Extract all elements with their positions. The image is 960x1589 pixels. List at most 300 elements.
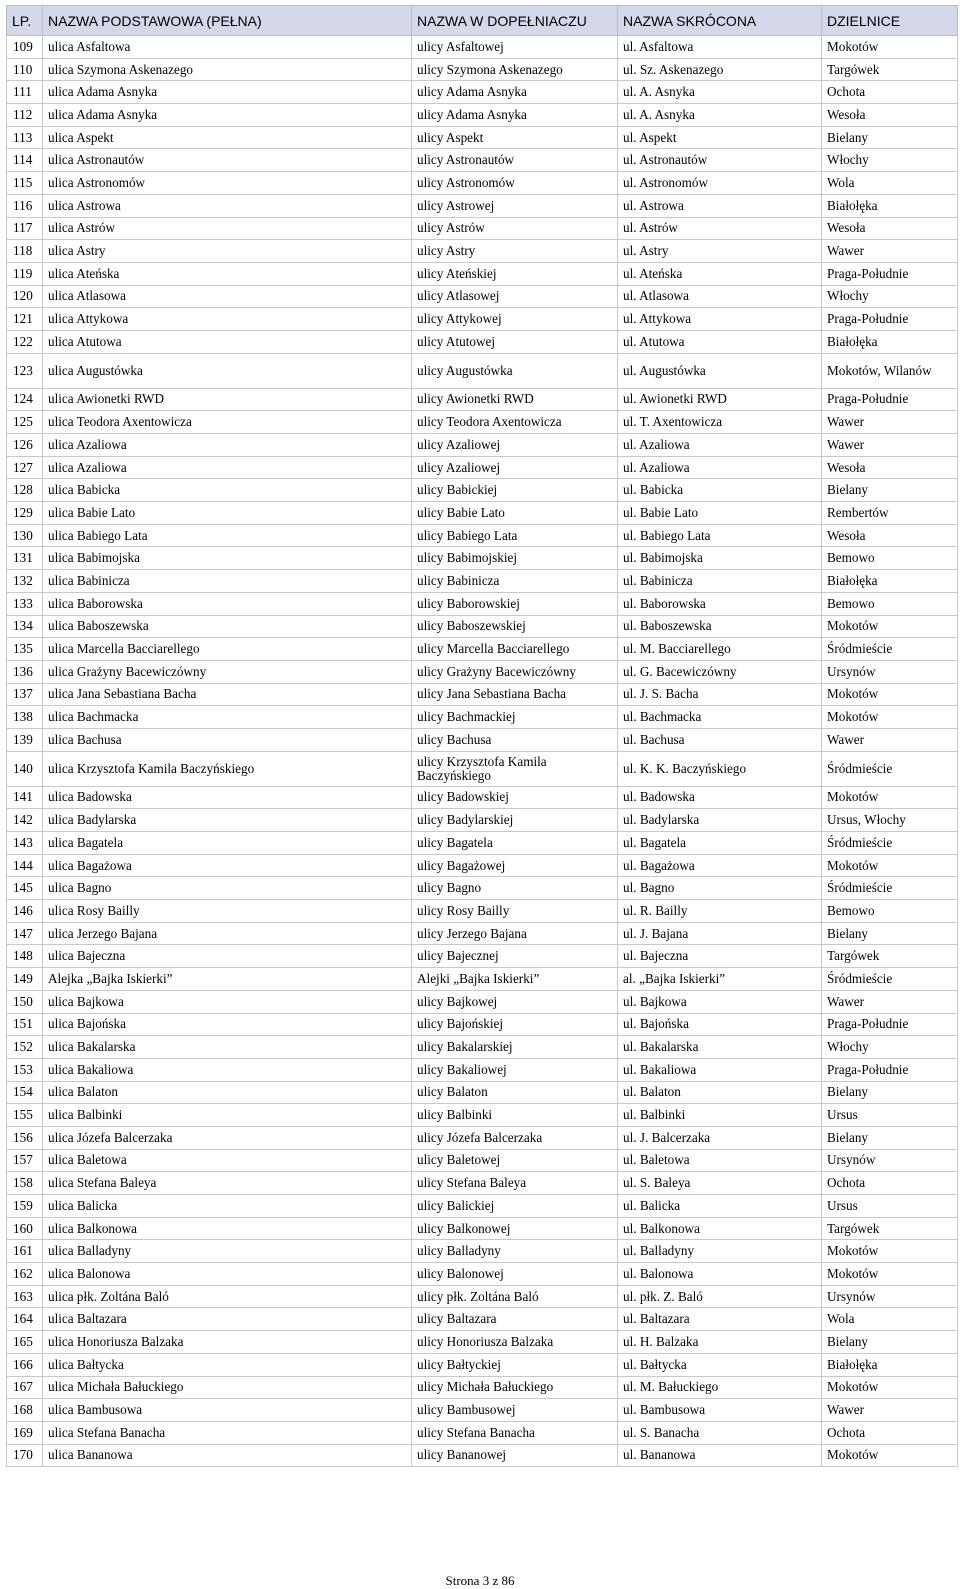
row-districts-cell: Bielany <box>822 126 958 149</box>
row-full-name-cell: ulica Bananowa <box>43 1444 412 1467</box>
row-districts-cell: Wola <box>822 172 958 195</box>
table-row <box>7 126 958 149</box>
row-short-name-cell: ul. Bakaliowa <box>618 1058 822 1081</box>
row-full-name-cell: ulica Józefa Balcerzaka <box>43 1126 412 1149</box>
row-full-name-cell: ulica Babicka <box>43 479 412 502</box>
row-lp-cell: 140 <box>7 751 43 786</box>
table-row <box>7 149 958 172</box>
row-genitive-name-cell: ulicy Ateńskiej <box>412 262 618 285</box>
row-short-name-cell: ul. Badylarska <box>618 809 822 832</box>
table-row <box>7 240 958 263</box>
row-short-name-cell: ul. S. Baleya <box>618 1172 822 1195</box>
table-header <box>7 6 958 36</box>
row-short-name-cell: ul. Bagażowa <box>618 854 822 877</box>
row-districts-cell: Mokotów <box>822 683 958 706</box>
row-districts-cell: Śródmieście <box>822 638 958 661</box>
row-full-name-cell: ulica Ateńska <box>43 262 412 285</box>
row-districts-cell: Bielany <box>822 1126 958 1149</box>
table-row <box>7 751 958 786</box>
row-districts-cell: Wesoła <box>822 104 958 127</box>
row-full-name-cell: ulica Balonowa <box>43 1263 412 1286</box>
table-row <box>7 1353 958 1376</box>
row-full-name-cell: ulica Baboszewska <box>43 615 412 638</box>
table-row <box>7 592 958 615</box>
row-genitive-name-cell: ulicy Bagno <box>412 877 618 900</box>
row-short-name-cell: ul. Baborowska <box>618 592 822 615</box>
row-genitive-name-cell: ulicy Teodora Axentowicza <box>412 411 618 434</box>
row-short-name-cell: ul. Baletowa <box>618 1149 822 1172</box>
row-genitive-name-cell: ulicy Jerzego Bajana <box>412 922 618 945</box>
row-lp-cell: 139 <box>7 728 43 751</box>
row-lp-cell: 114 <box>7 149 43 172</box>
row-genitive-name-cell: ulicy Babiego Lata <box>412 524 618 547</box>
row-short-name-cell: ul. Babinicza <box>618 570 822 593</box>
row-short-name-cell: ul. Bagatela <box>618 832 822 855</box>
row-full-name-cell: Alejka „Bajka Iskierki” <box>43 968 412 991</box>
row-districts-cell: Wesoła <box>822 217 958 240</box>
row-genitive-name-cell: ulicy Aspekt <box>412 126 618 149</box>
row-districts-cell: Mokotów <box>822 786 958 809</box>
row-short-name-cell: ul. Balicka <box>618 1195 822 1218</box>
row-full-name-cell: ulica Balladyny <box>43 1240 412 1263</box>
row-lp-cell: 160 <box>7 1217 43 1240</box>
row-districts-cell: Śródmieście <box>822 968 958 991</box>
table-row <box>7 945 958 968</box>
row-genitive-name-cell: ulicy Rosy Bailly <box>412 900 618 923</box>
row-districts-cell: Wawer <box>822 240 958 263</box>
row-short-name-cell: ul. A. Asnyka <box>618 81 822 104</box>
row-genitive-name-cell: ulicy Stefana Banacha <box>412 1421 618 1444</box>
row-genitive-name-cell: ulicy Bajkowej <box>412 990 618 1013</box>
table-row <box>7 388 958 411</box>
row-genitive-name-cell: ulicy Jana Sebastiana Bacha <box>412 683 618 706</box>
row-districts-cell: Włochy <box>822 149 958 172</box>
table-row <box>7 1126 958 1149</box>
row-genitive-name-cell: ulicy Honoriusza Balzaka <box>412 1331 618 1354</box>
table-row <box>7 547 958 570</box>
row-short-name-cell: ul. Bajeczna <box>618 945 822 968</box>
row-lp-cell: 146 <box>7 900 43 923</box>
table-row <box>7 1331 958 1354</box>
row-genitive-name-cell: ulicy Balickiej <box>412 1195 618 1218</box>
row-short-name-cell: ul. Bałtycka <box>618 1353 822 1376</box>
row-full-name-cell: ulica Balbinki <box>43 1104 412 1127</box>
row-genitive-name-cell: ulicy Balladyny <box>412 1240 618 1263</box>
header-lp: LP. <box>7 6 43 36</box>
row-lp-cell: 168 <box>7 1399 43 1422</box>
row-lp-cell: 121 <box>7 308 43 331</box>
row-full-name-cell: ulica Babie Lato <box>43 502 412 525</box>
row-genitive-name-cell: ulicy Awionetki RWD <box>412 388 618 411</box>
table-row <box>7 786 958 809</box>
row-lp-cell: 159 <box>7 1195 43 1218</box>
row-districts-cell: Mokotów <box>822 1376 958 1399</box>
row-short-name-cell: ul. Babiego Lata <box>618 524 822 547</box>
row-districts-cell: Ochota <box>822 1172 958 1195</box>
table-row <box>7 660 958 683</box>
row-full-name-cell: ulica Baltazara <box>43 1308 412 1331</box>
row-lp-cell: 128 <box>7 479 43 502</box>
row-lp-cell: 122 <box>7 330 43 353</box>
row-short-name-cell: ul. A. Asnyka <box>618 104 822 127</box>
row-districts-cell: Mokotów <box>822 706 958 729</box>
table-row <box>7 1058 958 1081</box>
table-row <box>7 1399 958 1422</box>
header-row <box>7 6 958 36</box>
row-genitive-name-cell: ulicy Bananowej <box>412 1444 618 1467</box>
row-short-name-cell: ul. Bachmacka <box>618 706 822 729</box>
table-row <box>7 832 958 855</box>
row-short-name-cell: ul. Astrów <box>618 217 822 240</box>
row-districts-cell: Mokotów <box>822 1263 958 1286</box>
table-row <box>7 330 958 353</box>
table-row <box>7 1285 958 1308</box>
row-genitive-name-cell: ulicy Babie Lato <box>412 502 618 525</box>
row-full-name-cell: ulica Balkonowa <box>43 1217 412 1240</box>
table-row <box>7 1195 958 1218</box>
row-genitive-name-cell: ulicy Astronautów <box>412 149 618 172</box>
header-districts: DZIELNICE <box>822 6 958 36</box>
table-row <box>7 728 958 751</box>
row-full-name-cell: ulica Astronomów <box>43 172 412 195</box>
row-lp-cell: 126 <box>7 434 43 457</box>
row-districts-cell: Bielany <box>822 922 958 945</box>
row-full-name-cell: ulica Stefana Banacha <box>43 1421 412 1444</box>
row-short-name-cell: ul. Asfaltowa <box>618 36 822 59</box>
row-full-name-cell: ulica Grażyny Bacewiczówny <box>43 660 412 683</box>
row-full-name-cell: ulica Baletowa <box>43 1149 412 1172</box>
table-row <box>7 58 958 81</box>
table-row <box>7 1013 958 1036</box>
row-lp-cell: 119 <box>7 262 43 285</box>
row-full-name-cell: ulica Atlasowa <box>43 285 412 308</box>
row-lp-cell: 125 <box>7 411 43 434</box>
row-genitive-name-cell: ulicy Bagatela <box>412 832 618 855</box>
row-districts-cell: Bemowo <box>822 592 958 615</box>
row-lp-cell: 112 <box>7 104 43 127</box>
row-lp-cell: 155 <box>7 1104 43 1127</box>
table-row <box>7 615 958 638</box>
row-genitive-name-cell: ulicy Augustówka <box>412 353 618 388</box>
table-row <box>7 217 958 240</box>
table-row <box>7 1444 958 1467</box>
row-full-name-cell: ulica Baborowska <box>43 592 412 615</box>
row-full-name-cell: ulica Balaton <box>43 1081 412 1104</box>
row-short-name-cell: ul. Atutowa <box>618 330 822 353</box>
row-full-name-cell: ulica Marcella Bacciarellego <box>43 638 412 661</box>
row-short-name-cell: ul. Augustówka <box>618 353 822 388</box>
row-full-name-cell: ulica Badowska <box>43 786 412 809</box>
row-genitive-name-cell: ulicy Badowskiej <box>412 786 618 809</box>
row-short-name-cell: ul. Babie Lato <box>618 502 822 525</box>
table-row <box>7 900 958 923</box>
table-body <box>7 36 958 1467</box>
row-full-name-cell: ulica Azaliowa <box>43 434 412 457</box>
row-districts-cell: Mokotów <box>822 1444 958 1467</box>
table-row <box>7 968 958 991</box>
table-row <box>7 809 958 832</box>
row-lp-cell: 144 <box>7 854 43 877</box>
row-genitive-name-cell: ulicy Krzysztofa Kamila Baczyńskiego <box>412 751 618 786</box>
row-districts-cell: Mokotów <box>822 1240 958 1263</box>
table-row <box>7 172 958 195</box>
row-districts-cell: Mokotów <box>822 36 958 59</box>
row-genitive-name-cell: ulicy Astry <box>412 240 618 263</box>
row-full-name-cell: ulica Babiego Lata <box>43 524 412 547</box>
row-lp-cell: 152 <box>7 1036 43 1059</box>
table-row <box>7 262 958 285</box>
row-full-name-cell: ulica Krzysztofa Kamila Baczyńskiego <box>43 751 412 786</box>
row-short-name-cell: ul. Ateńska <box>618 262 822 285</box>
row-short-name-cell: ul. Astry <box>618 240 822 263</box>
row-full-name-cell: ulica Rosy Bailly <box>43 900 412 923</box>
table-row <box>7 1172 958 1195</box>
row-full-name-cell: ulica Badylarska <box>43 809 412 832</box>
row-genitive-name-cell: ulicy Bachmackiej <box>412 706 618 729</box>
row-lp-cell: 115 <box>7 172 43 195</box>
row-lp-cell: 154 <box>7 1081 43 1104</box>
row-short-name-cell: ul. K. K. Baczyńskiego <box>618 751 822 786</box>
row-short-name-cell: ul. Baboszewska <box>618 615 822 638</box>
row-short-name-cell: ul. Astrowa <box>618 194 822 217</box>
row-genitive-name-cell: Alejki „Bajka Iskierki” <box>412 968 618 991</box>
row-short-name-cell: ul. J. Bajana <box>618 922 822 945</box>
row-genitive-name-cell: ulicy Balaton <box>412 1081 618 1104</box>
row-full-name-cell: ulica Aspekt <box>43 126 412 149</box>
row-full-name-cell: ulica Augustówka <box>43 353 412 388</box>
row-lp-cell: 162 <box>7 1263 43 1286</box>
row-districts-cell: Targówek <box>822 945 958 968</box>
row-short-name-cell: ul. T. Axentowicza <box>618 411 822 434</box>
row-full-name-cell: ulica Astronautów <box>43 149 412 172</box>
row-full-name-cell: ulica Babimojska <box>43 547 412 570</box>
row-districts-cell: Ursynów <box>822 1149 958 1172</box>
row-districts-cell: Białołęka <box>822 330 958 353</box>
table-row <box>7 854 958 877</box>
row-lp-cell: 131 <box>7 547 43 570</box>
table-row <box>7 353 958 388</box>
row-districts-cell: Targówek <box>822 58 958 81</box>
row-genitive-name-cell: ulicy Michała Bałuckiego <box>412 1376 618 1399</box>
row-districts-cell: Wawer <box>822 728 958 751</box>
row-full-name-cell: ulica Astrów <box>43 217 412 240</box>
row-genitive-name-cell: ulicy Józefa Balcerzaka <box>412 1126 618 1149</box>
row-full-name-cell: ulica Adama Asnyka <box>43 81 412 104</box>
row-lp-cell: 116 <box>7 194 43 217</box>
row-districts-cell: Bemowo <box>822 547 958 570</box>
row-genitive-name-cell: ulicy Bagażowej <box>412 854 618 877</box>
row-districts-cell: Praga-Południe <box>822 1013 958 1036</box>
table-row <box>7 479 958 502</box>
row-short-name-cell: ul. Awionetki RWD <box>618 388 822 411</box>
row-lp-cell: 117 <box>7 217 43 240</box>
row-genitive-name-cell: ulicy płk. Zoltána Baló <box>412 1285 618 1308</box>
row-full-name-cell: ulica Atutowa <box>43 330 412 353</box>
row-genitive-name-cell: ulicy Baletowej <box>412 1149 618 1172</box>
row-districts-cell: Wola <box>822 1308 958 1331</box>
row-districts-cell: Śródmieście <box>822 832 958 855</box>
row-genitive-name-cell: ulicy Szymona Askenazego <box>412 58 618 81</box>
row-districts-cell: Targówek <box>822 1217 958 1240</box>
table-row <box>7 638 958 661</box>
row-lp-cell: 141 <box>7 786 43 809</box>
row-lp-cell: 143 <box>7 832 43 855</box>
row-lp-cell: 113 <box>7 126 43 149</box>
row-full-name-cell: ulica Awionetki RWD <box>43 388 412 411</box>
table-row <box>7 1081 958 1104</box>
row-lp-cell: 133 <box>7 592 43 615</box>
row-genitive-name-cell: ulicy Balbinki <box>412 1104 618 1127</box>
row-genitive-name-cell: ulicy Bałtyckiej <box>412 1353 618 1376</box>
row-short-name-cell: ul. Atlasowa <box>618 285 822 308</box>
row-genitive-name-cell: ulicy Bambusowej <box>412 1399 618 1422</box>
row-lp-cell: 124 <box>7 388 43 411</box>
row-full-name-cell: ulica Bachmacka <box>43 706 412 729</box>
row-genitive-name-cell: ulicy Balonowej <box>412 1263 618 1286</box>
row-short-name-cell: ul. Balladyny <box>618 1240 822 1263</box>
row-districts-cell: Bielany <box>822 1081 958 1104</box>
row-districts-cell: Ursynów <box>822 660 958 683</box>
row-full-name-cell: ulica Bambusowa <box>43 1399 412 1422</box>
row-districts-cell: Mokotów, Wilanów <box>822 353 958 388</box>
row-lp-cell: 123 <box>7 353 43 388</box>
row-lp-cell: 149 <box>7 968 43 991</box>
table-row <box>7 411 958 434</box>
row-districts-cell: Mokotów <box>822 615 958 638</box>
table-row <box>7 877 958 900</box>
row-lp-cell: 148 <box>7 945 43 968</box>
row-districts-cell: Białołęka <box>822 1353 958 1376</box>
row-lp-cell: 164 <box>7 1308 43 1331</box>
row-full-name-cell: ulica Jana Sebastiana Bacha <box>43 683 412 706</box>
row-short-name-cell: ul. Bananowa <box>618 1444 822 1467</box>
row-short-name-cell: ul. Bakalarska <box>618 1036 822 1059</box>
row-districts-cell: Bielany <box>822 1331 958 1354</box>
table-row <box>7 81 958 104</box>
row-genitive-name-cell: ulicy Balkonowej <box>412 1217 618 1240</box>
row-full-name-cell: ulica Attykowa <box>43 308 412 331</box>
row-short-name-cell: ul. Bajkowa <box>618 990 822 1013</box>
table-row <box>7 456 958 479</box>
table-row <box>7 1263 958 1286</box>
row-lp-cell: 165 <box>7 1331 43 1354</box>
page-footer: Strona 3 z 86 <box>445 1573 515 1588</box>
row-short-name-cell: ul. Bachusa <box>618 728 822 751</box>
row-genitive-name-cell: ulicy Babickiej <box>412 479 618 502</box>
row-lp-cell: 153 <box>7 1058 43 1081</box>
row-genitive-name-cell: ulicy Astrowej <box>412 194 618 217</box>
row-genitive-name-cell: ulicy Baboszewskiej <box>412 615 618 638</box>
table-row <box>7 104 958 127</box>
table-row <box>7 1036 958 1059</box>
row-full-name-cell: ulica Szymona Askenazego <box>43 58 412 81</box>
row-short-name-cell: ul. H. Balzaka <box>618 1331 822 1354</box>
table-row <box>7 434 958 457</box>
table-row <box>7 1149 958 1172</box>
row-full-name-cell: ulica Bajońska <box>43 1013 412 1036</box>
row-genitive-name-cell: ulicy Babinicza <box>412 570 618 593</box>
table-row <box>7 194 958 217</box>
row-lp-cell: 136 <box>7 660 43 683</box>
table-row <box>7 683 958 706</box>
row-districts-cell: Wawer <box>822 411 958 434</box>
row-full-name-cell: ulica Bajkowa <box>43 990 412 1013</box>
row-districts-cell: Praga-Południe <box>822 262 958 285</box>
row-districts-cell: Ochota <box>822 81 958 104</box>
header-genitive-name: NAZWA W DOPEŁNIACZU <box>412 6 618 36</box>
row-short-name-cell: ul. Bambusowa <box>618 1399 822 1422</box>
table-row <box>7 524 958 547</box>
row-genitive-name-cell: ulicy Adama Asnyka <box>412 81 618 104</box>
row-short-name-cell: ul. Balbinki <box>618 1104 822 1127</box>
row-short-name-cell: ul. Aspekt <box>618 126 822 149</box>
row-short-name-cell: ul. płk. Z. Baló <box>618 1285 822 1308</box>
row-short-name-cell: ul. Astronautów <box>618 149 822 172</box>
row-districts-cell: Ursus, Włochy <box>822 809 958 832</box>
row-districts-cell: Bemowo <box>822 900 958 923</box>
row-districts-cell: Wawer <box>822 990 958 1013</box>
row-full-name-cell: ulica Bagażowa <box>43 854 412 877</box>
table-row <box>7 922 958 945</box>
row-lp-cell: 135 <box>7 638 43 661</box>
row-full-name-cell: ulica Balicka <box>43 1195 412 1218</box>
row-short-name-cell: ul. M. Bałuckiego <box>618 1376 822 1399</box>
row-full-name-cell: ulica Bagno <box>43 877 412 900</box>
row-genitive-name-cell: ulicy Bachusa <box>412 728 618 751</box>
header-full-name: NAZWA PODSTAWOWA (PEŁNA) <box>43 6 412 36</box>
row-short-name-cell: ul. Bajońska <box>618 1013 822 1036</box>
row-full-name-cell: ulica Jerzego Bajana <box>43 922 412 945</box>
row-genitive-name-cell: ulicy Grażyny Bacewiczówny <box>412 660 618 683</box>
row-genitive-name-cell: ulicy Badylarskiej <box>412 809 618 832</box>
row-genitive-name-cell: ulicy Azaliowej <box>412 434 618 457</box>
row-short-name-cell: ul. S. Banacha <box>618 1421 822 1444</box>
row-full-name-cell: ulica Stefana Baleya <box>43 1172 412 1195</box>
table-row <box>7 706 958 729</box>
row-genitive-name-cell: ulicy Bakalarskiej <box>412 1036 618 1059</box>
row-lp-cell: 137 <box>7 683 43 706</box>
row-lp-cell: 129 <box>7 502 43 525</box>
row-lp-cell: 118 <box>7 240 43 263</box>
row-short-name-cell: ul. G. Bacewiczówny <box>618 660 822 683</box>
row-full-name-cell: ulica Bajeczna <box>43 945 412 968</box>
row-full-name-cell: ulica Honoriusza Balzaka <box>43 1331 412 1354</box>
table-row <box>7 570 958 593</box>
row-lp-cell: 147 <box>7 922 43 945</box>
table-row <box>7 1308 958 1331</box>
row-full-name-cell: ulica Azaliowa <box>43 456 412 479</box>
row-districts-cell: Ursus <box>822 1195 958 1218</box>
row-lp-cell: 109 <box>7 36 43 59</box>
row-genitive-name-cell: ulicy Bakaliowej <box>412 1058 618 1081</box>
row-lp-cell: 142 <box>7 809 43 832</box>
row-districts-cell: Wesoła <box>822 524 958 547</box>
row-lp-cell: 110 <box>7 58 43 81</box>
row-genitive-name-cell: ulicy Adama Asnyka <box>412 104 618 127</box>
header-short-name: NAZWA SKRÓCONA <box>618 6 822 36</box>
row-districts-cell: Włochy <box>822 285 958 308</box>
row-genitive-name-cell: ulicy Atutowej <box>412 330 618 353</box>
table-row <box>7 1376 958 1399</box>
row-districts-cell: Praga-Południe <box>822 308 958 331</box>
row-districts-cell: Białołęka <box>822 194 958 217</box>
row-short-name-cell: ul. Azaliowa <box>618 456 822 479</box>
row-genitive-name-cell: ulicy Astronomów <box>412 172 618 195</box>
row-districts-cell: Śródmieście <box>822 751 958 786</box>
row-short-name-cell: ul. Baltazara <box>618 1308 822 1331</box>
row-lp-cell: 132 <box>7 570 43 593</box>
row-lp-cell: 167 <box>7 1376 43 1399</box>
